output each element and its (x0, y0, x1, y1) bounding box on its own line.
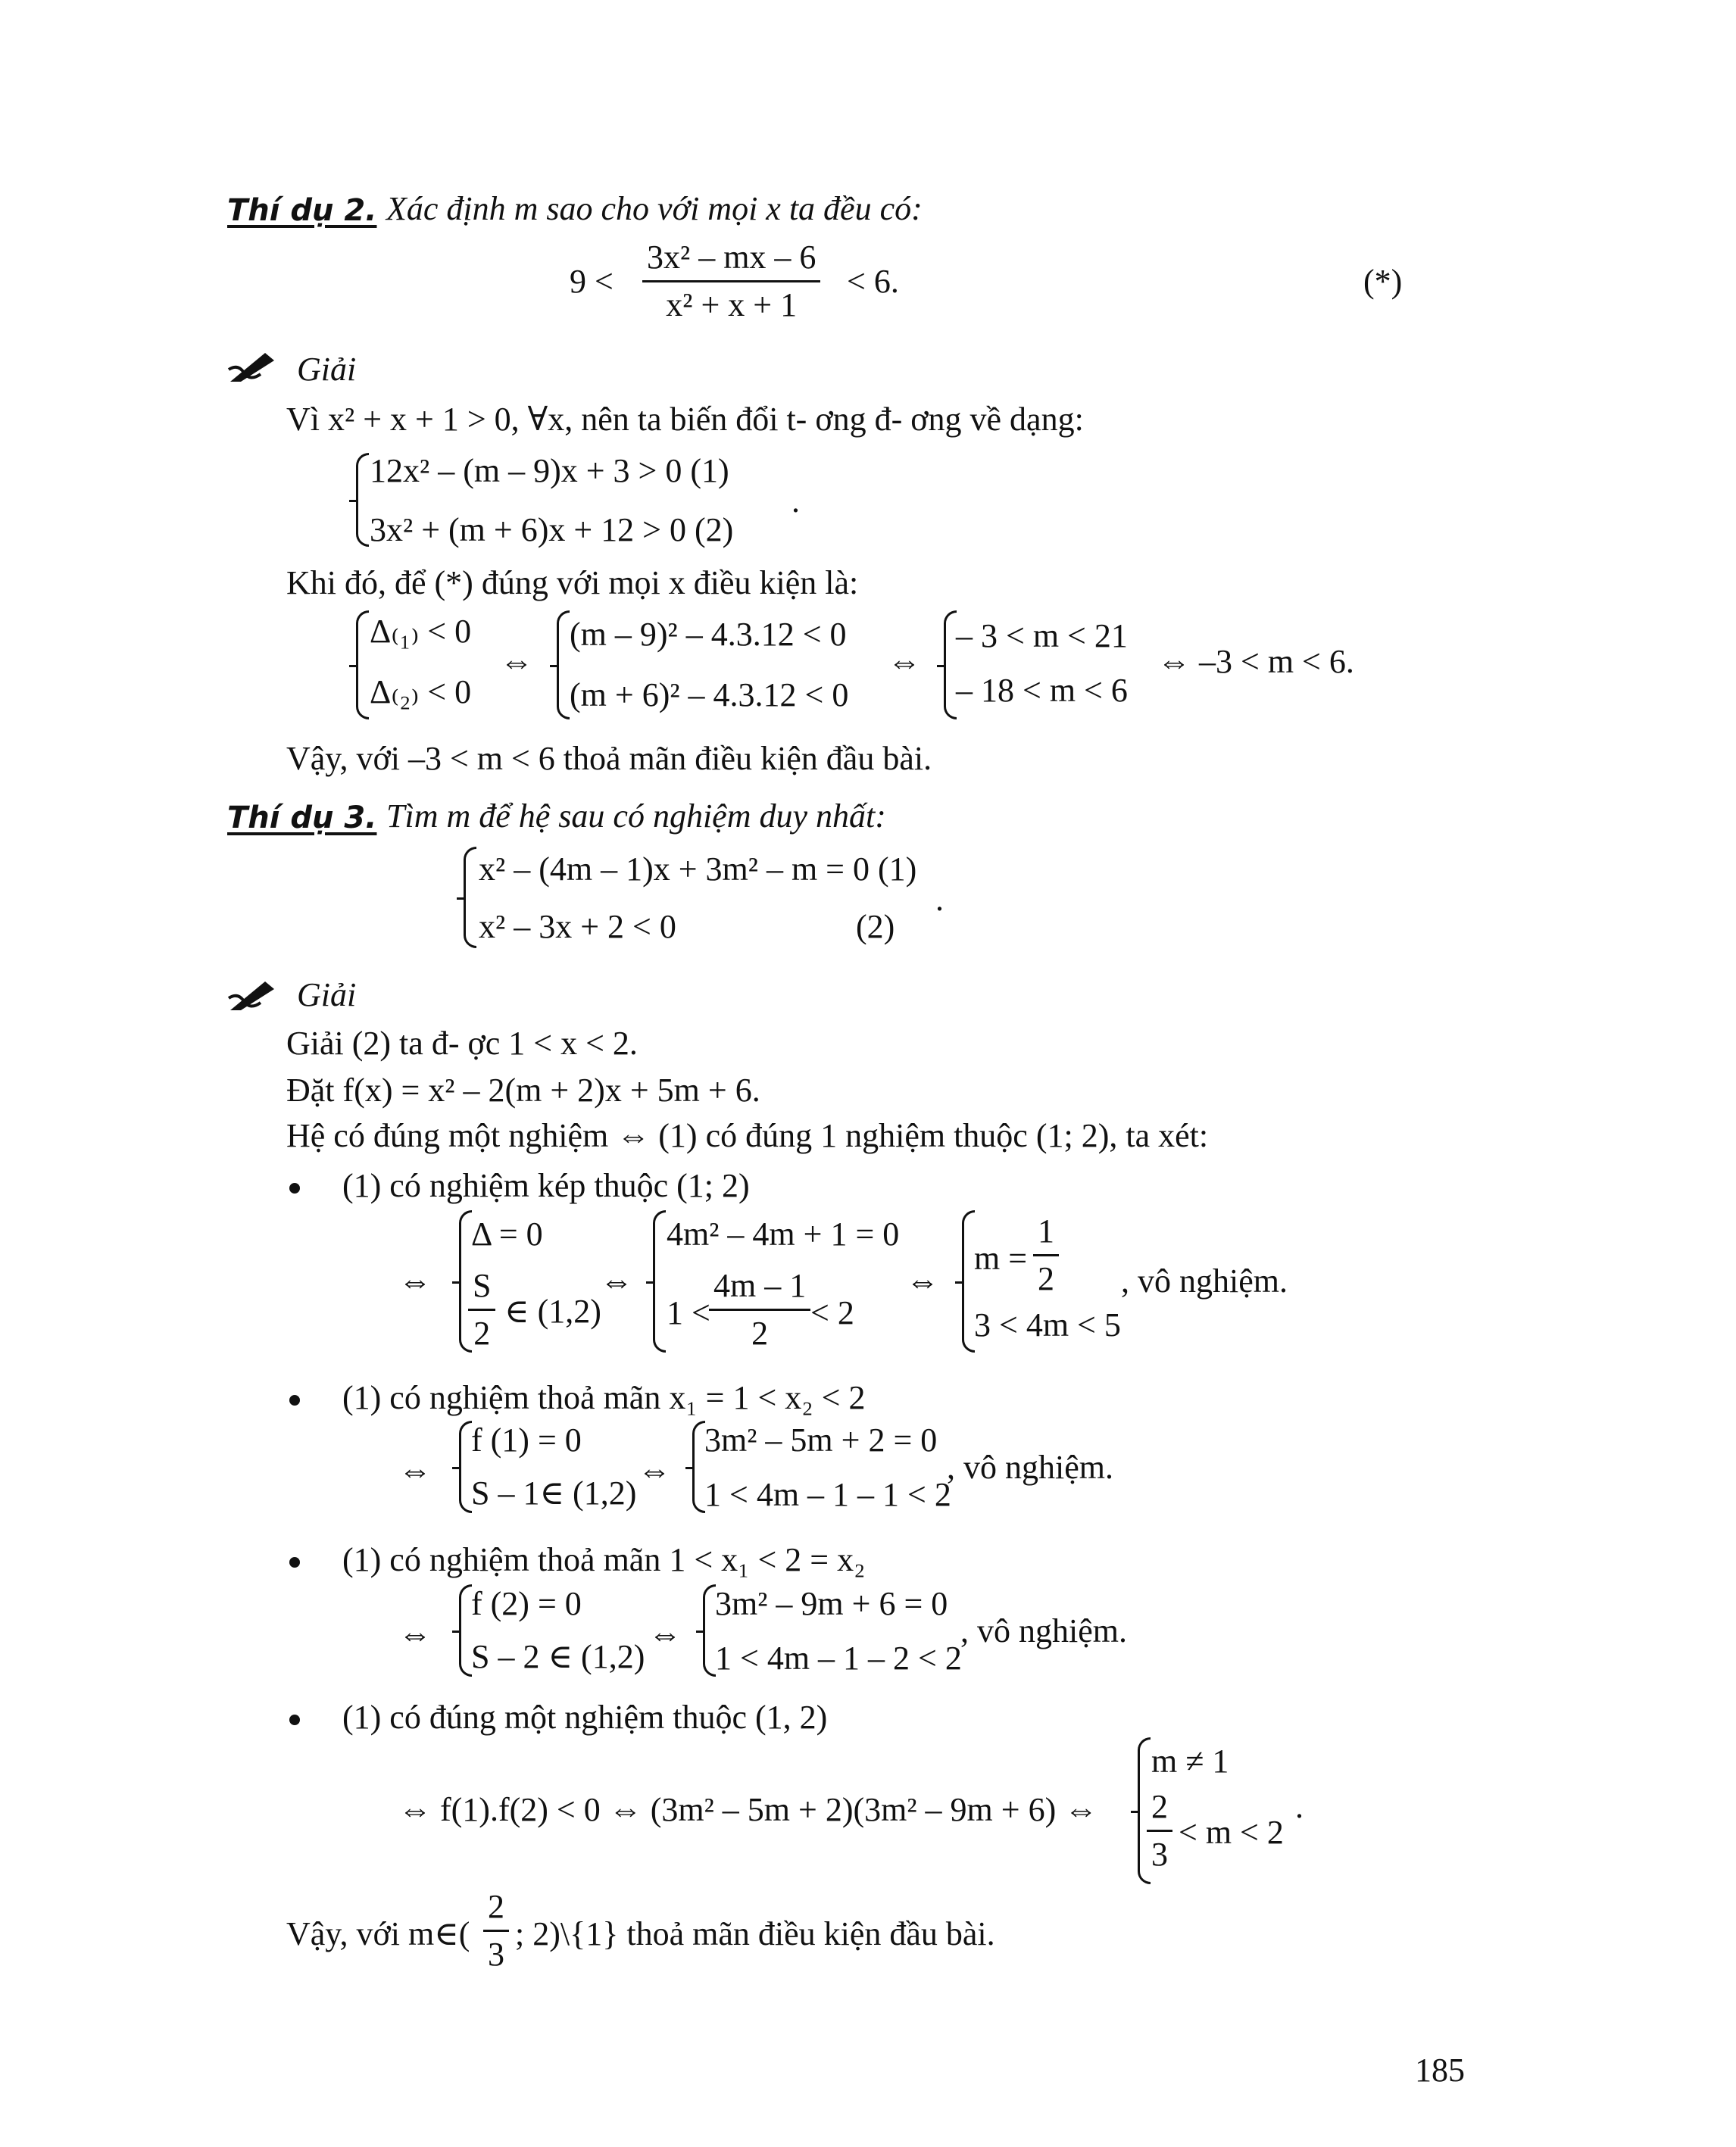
solve-label-2: Giải (297, 976, 357, 1013)
iff-symbol: ⇔ (500, 643, 533, 680)
b4-equivalence-line: ⇔ f(1).f(2) < 0 ⇔ (3m² – 5m + 2)(3m² – 9m + 6) ⇔ (398, 1791, 1098, 1828)
bullet-2-text: (1) có nghiệm thoả mãn x₁ = 1 < x₂ < 2 (342, 1379, 866, 1416)
system-1-end: . (792, 482, 800, 520)
system-1-eq-a: 12x² – (m – 9)x + 3 > 0 (1) (370, 452, 729, 489)
b1-end: , vô nghiệm. (1121, 1262, 1288, 1300)
b4-sys-a: m ≠ 1 (1151, 1743, 1229, 1780)
bullet-4 (289, 1715, 300, 1725)
bullet-1-text: (1) có nghiệm kép thuộc (1; 2) (342, 1167, 750, 1204)
bullet-4-text: (1) có đúng một nghiệm thuộc (1, 2) (342, 1699, 828, 1736)
ex3-conclusion-frac-den: 3 (488, 1936, 504, 1973)
ex3-conclusion-frac-num: 2 (483, 1890, 509, 1932)
b1-sys2-frac (709, 1269, 810, 1350)
cond-2-brace (557, 610, 570, 719)
system-2-eq-b: x² – 3x + 2 < 0 (479, 908, 676, 945)
ex3-conclusion-left: Vậy, với m∈( (286, 1915, 470, 1952)
system-2-brace (464, 847, 476, 948)
b3-sys2-a: 3m² – 9m + 6 = 0 (715, 1585, 948, 1622)
pen-icon (227, 975, 280, 1013)
b3-end: , vô nghiệm. (960, 1612, 1127, 1649)
ex2-line-2: Khi đó, để (*) đúng với mọi x điều kiện là: (286, 564, 859, 601)
iff-symbol: ⇔ (906, 1262, 939, 1300)
b1-sys2-b-left: 1 < (667, 1294, 710, 1331)
b1-brace-3 (962, 1210, 975, 1353)
system-2-tag-b: (2) (856, 908, 895, 945)
ex3-line-1: Giải (2) ta đ- ợc 1 < x < 2. (286, 1025, 638, 1062)
cond-3-b: – 18 < m < 6 (956, 672, 1128, 709)
cond-final: ⇔ –3 < m < 6. (1157, 643, 1354, 680)
b1-sys3-a-left: m = (974, 1240, 1028, 1277)
b1-sys1-frac-num: S (468, 1269, 495, 1311)
ineq-fraction (642, 241, 820, 322)
pen-icon (227, 347, 280, 385)
ex2-conclusion: Vậy, với –3 < m < 6 thoả mãn điều kiện đầu bài. (286, 740, 932, 777)
cond-3-brace (944, 610, 957, 719)
iff-symbol: ⇔ (398, 1615, 432, 1652)
b2-brace-1 (459, 1421, 472, 1513)
ineq-numerator: 3x² – mx – 6 (642, 241, 820, 282)
iff-symbol: ⇔ (648, 1615, 682, 1652)
bullet-3 (289, 1557, 300, 1568)
b1-sys3-frac (1033, 1212, 1059, 1297)
bullet-3-text: (1) có nghiệm thoả mãn 1 < x₁ < 2 = x₂ (342, 1541, 866, 1578)
ex2-line-1: Vì x² + x + 1 > 0, ∀x, nên ta biến đổi t- ơng đ- ơng về dạng: (286, 401, 1084, 438)
b1-brace-2 (653, 1210, 666, 1353)
bullet-1 (289, 1183, 300, 1194)
bullet-2 (289, 1395, 300, 1406)
cond-1-b: Δ₍₂₎ < 0 (370, 673, 472, 710)
b1-sys2-b-right: < 2 (810, 1294, 854, 1331)
b4-sys-frac-den: 3 (1151, 1836, 1168, 1873)
system-1-brace (356, 453, 369, 547)
b3-brace-1 (459, 1584, 472, 1677)
b1-sys3-frac-num: 1 (1033, 1215, 1059, 1256)
example-3-prompt: Tìm m để hệ sau có nghiệm duy nhất: (386, 797, 886, 835)
ex3-line-3: Hệ có đúng một nghiệm ⇔ (1) có đúng 1 nghiệm thuộc (1; 2), ta xét: (286, 1117, 1209, 1154)
cond-2-a: (m – 9)² – 4.3.12 < 0 (570, 616, 847, 653)
b4-sys-frac-num: 2 (1147, 1790, 1172, 1832)
b3-sys1-a: f (2) = 0 (471, 1585, 582, 1622)
b4-end: . (1295, 1788, 1304, 1825)
b4-sys-frac (1147, 1790, 1172, 1871)
b1-sys2-a: 4m² – 4m + 1 = 0 (667, 1215, 900, 1253)
b1-sys1-b-rest: ∈ (1,2) (504, 1293, 601, 1330)
system-2-eq-a: x² – (4m – 1)x + 3m² – m = 0 (1) (479, 850, 917, 888)
system-1-eq-b: 3x² + (m + 6)x + 12 > 0 (2) (370, 511, 734, 548)
iff-symbol: ⇔ (398, 1452, 432, 1489)
b1-sys1-frac (468, 1269, 495, 1350)
b2-sys1-b: S – 1∈ (1,2) (471, 1475, 637, 1512)
ineq-denominator: x² + x + 1 (666, 286, 798, 323)
iff-symbol: ⇔ (638, 1452, 671, 1489)
b2-sys2-a: 3m² – 5m + 2 = 0 (704, 1421, 938, 1459)
b3-sys2-b: 1 < 4m – 1 – 2 < 2 (715, 1640, 962, 1677)
b1-sys3-b: 3 < 4m < 5 (974, 1306, 1121, 1343)
b1-sys1-frac-den: 2 (473, 1315, 491, 1352)
b2-sys1-a: f (1) = 0 (471, 1421, 582, 1459)
solve-label-1: Giải (297, 351, 357, 388)
ex3-conclusion-right: ; 2)\{1} thoả mãn điều kiện đầu bài. (515, 1915, 995, 1952)
cond-1-a: Δ₍₁₎ < 0 (370, 613, 472, 650)
iff-symbol: ⇔ (600, 1262, 633, 1300)
iff-symbol: ⇔ (888, 643, 921, 680)
ineq-left: 9 < (570, 263, 614, 300)
b3-sys1-b: S – 2 ∈ (1,2) (471, 1638, 645, 1675)
ex3-conclusion-frac (483, 1890, 509, 1971)
b1-sys3-frac-den: 2 (1038, 1260, 1054, 1297)
cond-1-brace (356, 610, 369, 719)
b1-sys2-frac-num: 4m – 1 (709, 1269, 810, 1311)
b1-sys2-frac-den: 2 (751, 1315, 769, 1352)
b4-sys-b-rest: < m < 2 (1179, 1814, 1284, 1851)
b2-brace-2 (692, 1421, 705, 1513)
example-2-heading: Thí dụ 2. (227, 193, 377, 228)
system-2-end: . (935, 881, 944, 918)
ineq-right: < 6. (847, 263, 899, 300)
cond-3-a: – 3 < m < 21 (956, 617, 1128, 654)
ineq-tag: (*) (1363, 263, 1403, 300)
example-3-heading: Thí dụ 3. (227, 800, 377, 835)
b2-end: , vô nghiệm. (947, 1449, 1113, 1486)
iff-symbol: ⇔ (398, 1262, 432, 1300)
b1-sys1-a: Δ = 0 (471, 1215, 543, 1253)
ex3-line-2: Đặt f(x) = x² – 2(m + 2)x + 5m + 6. (286, 1072, 760, 1109)
example-2-prompt: Xác định m sao cho với mọi x ta đều có: (386, 190, 923, 227)
page-number: 185 (1415, 2052, 1465, 2089)
cond-2-b: (m + 6)² – 4.3.12 < 0 (570, 676, 849, 713)
b2-sys2-b: 1 < 4m – 1 – 1 < 2 (704, 1476, 951, 1513)
b3-brace-2 (703, 1584, 716, 1677)
